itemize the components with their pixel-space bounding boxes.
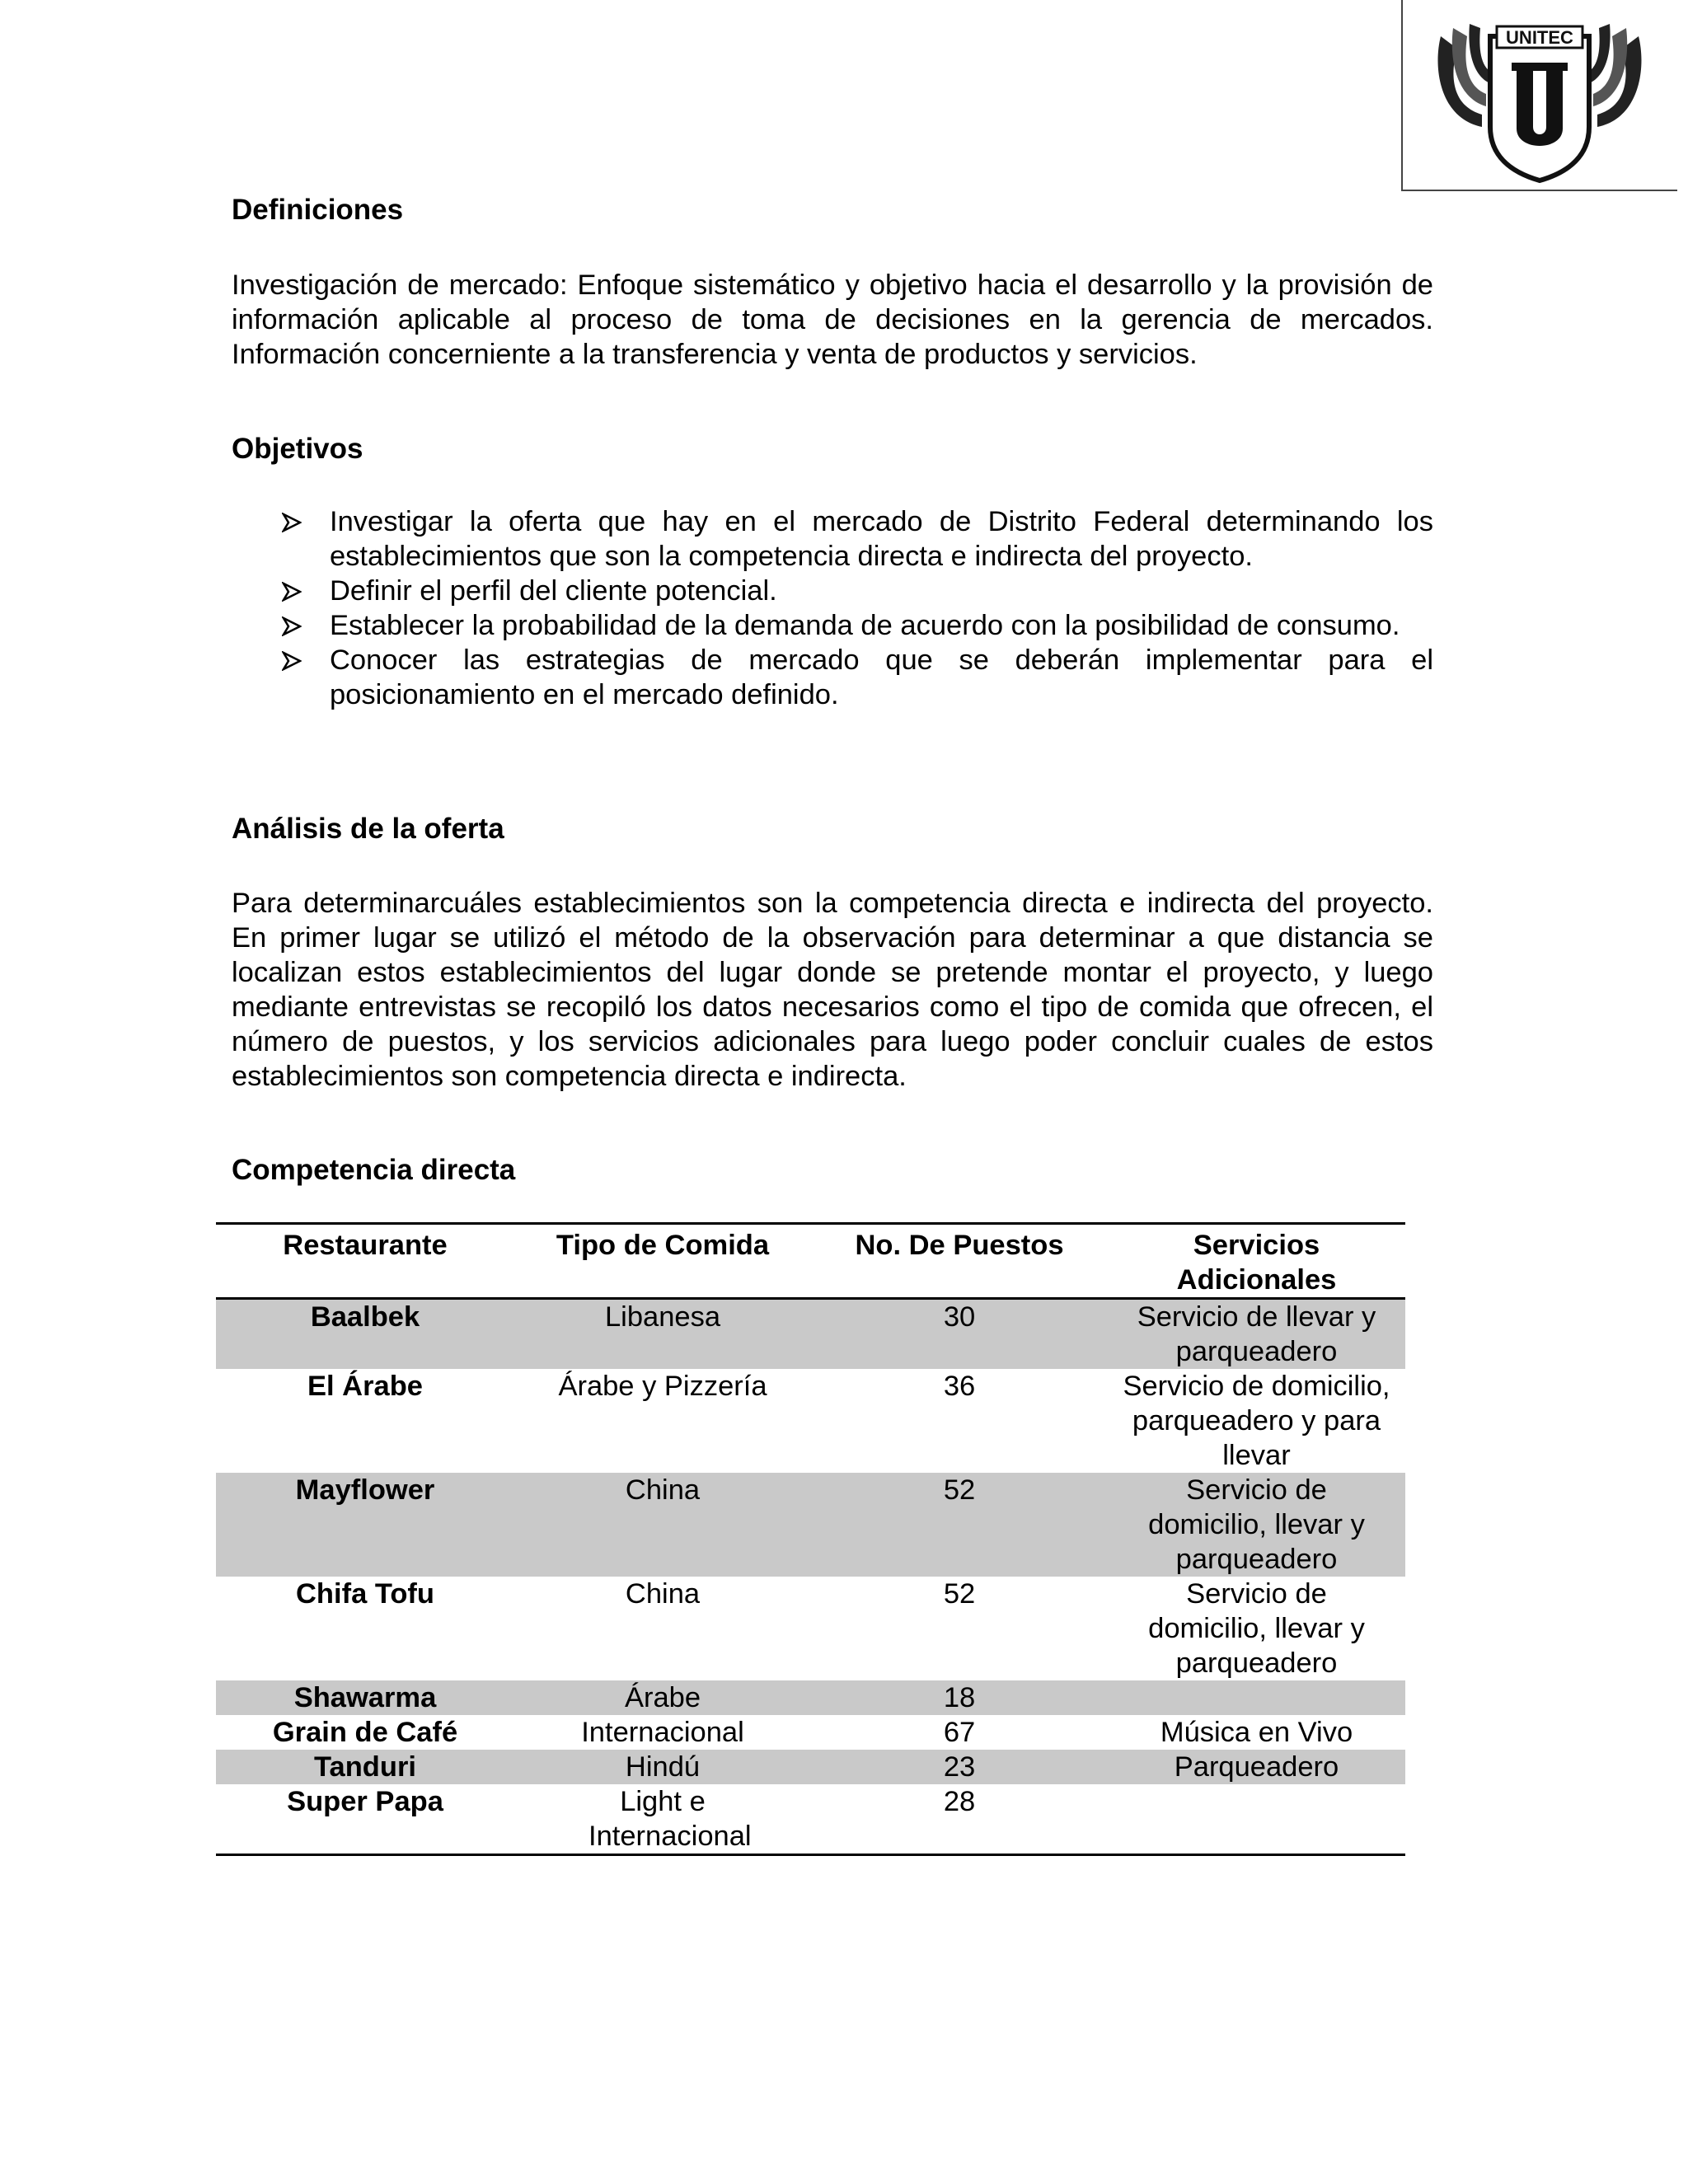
heading-objetivos: Objetivos xyxy=(232,433,363,465)
cell-puestos: 67 xyxy=(943,1717,976,1748)
unitec-logo-icon xyxy=(1424,3,1655,185)
cell-puestos: 23 xyxy=(811,1750,1108,1784)
table-row xyxy=(216,1473,1405,1577)
analisis-text: Para determinarcuáles establecimientos son la competencia directa e indirecta del proyecto. En primer lugar se utilizó el método de la observación para determinar a que distancia se localizan estos establecimientos del lugar donde se pretende montar el proyecto, y luego mediante entrevistas se recopiló los datos necesarios como el tipo de comida que ofrecen, el número de puestos, y los servicios adicionales para luego poder concluir cuales de estos establecimientos son competencia directa e indirecta. xyxy=(232,888,1433,1092)
cell-puestos: 36 xyxy=(943,1371,976,1402)
cell-servicios: Parqueadero xyxy=(1108,1750,1405,1784)
list-item xyxy=(280,504,1433,574)
logo-frame xyxy=(1401,0,1677,191)
table-row xyxy=(216,1680,1405,1715)
cell-restaurante: Shawarma xyxy=(216,1680,514,1715)
cell-servicios: Servicio de llevar y parqueadero xyxy=(1108,1299,1405,1370)
cell-tipo: China xyxy=(514,1473,811,1577)
cell-puestos: 52 xyxy=(943,1578,976,1610)
cell-restaurante: Chifa Tofu xyxy=(296,1578,434,1610)
table-row xyxy=(216,1577,1405,1680)
logo-title: UNITEC xyxy=(1506,27,1573,48)
header-servicios: Servicios Adicionales xyxy=(1176,1230,1337,1296)
heading-analisis: Análisis de la oferta xyxy=(232,813,504,845)
table-row xyxy=(216,1750,1405,1784)
cell-restaurante: El Árabe xyxy=(307,1371,423,1402)
cell-restaurante: Mayflower xyxy=(216,1473,514,1577)
cell-servicios xyxy=(1108,1680,1405,1715)
cell-servicios: Servicio de domicilio, llevar y parqueadero xyxy=(1108,1473,1405,1577)
cell-servicios: Servicio de domicilio, llevar y parqueadero xyxy=(1148,1578,1365,1679)
cell-puestos: 52 xyxy=(811,1473,1108,1577)
cell-puestos: 30 xyxy=(811,1299,1108,1370)
cell-tipo: Internacional xyxy=(581,1717,744,1748)
objetivos-list xyxy=(280,504,1433,712)
table-row xyxy=(216,1369,1405,1473)
cell-restaurante: Grain de Café xyxy=(272,1717,458,1748)
list-item-text: Investigar la oferta que hay en el mercado de Distrito Federal determinando los establecimientos que son la competencia directa e indirecta del proyecto. xyxy=(330,506,1433,572)
cell-puestos: 18 xyxy=(811,1680,1108,1715)
cell-tipo: Light e Internacional xyxy=(588,1786,752,1852)
list-item xyxy=(280,608,1433,643)
heading-definiciones: Definiciones xyxy=(232,194,404,226)
cell-tipo: Árabe xyxy=(514,1680,811,1715)
cell-puestos: 28 xyxy=(943,1786,976,1817)
cell-servicios: Música en Vivo xyxy=(1160,1717,1353,1748)
header-restaurante: Restaurante xyxy=(283,1230,448,1261)
list-item-text: Definir el perfil del cliente potencial. xyxy=(330,575,777,607)
cell-restaurante: Super Papa xyxy=(287,1786,443,1817)
cell-tipo: Árabe y Pizzería xyxy=(558,1371,767,1402)
header-puestos: No. De Puestos xyxy=(855,1230,1064,1261)
definiciones-text: Investigación de mercado: Enfoque sistemático y objetivo hacia el desarrollo y la provisión de información aplicable al proceso de toma de decisiones en la gerencia de mercados. Información concerniente a la transferencia y venta de productos y servicios. xyxy=(232,269,1433,370)
competencia-table xyxy=(216,1222,1405,1856)
table-row xyxy=(216,1715,1405,1750)
cell-servicios: Servicio de domicilio, parqueadero y para llevar xyxy=(1123,1371,1390,1471)
list-item xyxy=(280,643,1433,712)
cell-servicios xyxy=(1108,1784,1405,1855)
table-row xyxy=(216,1784,1405,1855)
competencia-table-wrapper xyxy=(216,1222,1405,1856)
cell-tipo: Hindú xyxy=(514,1750,811,1784)
list-item xyxy=(280,574,1433,608)
cell-tipo: Libanesa xyxy=(514,1299,811,1370)
table-row xyxy=(216,1299,1405,1370)
cell-tipo: China xyxy=(625,1578,701,1610)
heading-competencia: Competencia directa xyxy=(232,1154,516,1186)
header-tipo: Tipo de Comida xyxy=(556,1230,770,1261)
cell-restaurante: Tanduri xyxy=(216,1750,514,1784)
list-item-text: Establecer la probabilidad de la demanda de acuerdo con la posibilidad de consumo. xyxy=(330,610,1400,641)
table-header-row xyxy=(216,1224,1405,1299)
cell-restaurante: Baalbek xyxy=(216,1299,514,1370)
list-item-text: Conocer las estrategias de mercado que se deberán implementar para el posicionamiento en el mercado definido. xyxy=(330,644,1433,710)
